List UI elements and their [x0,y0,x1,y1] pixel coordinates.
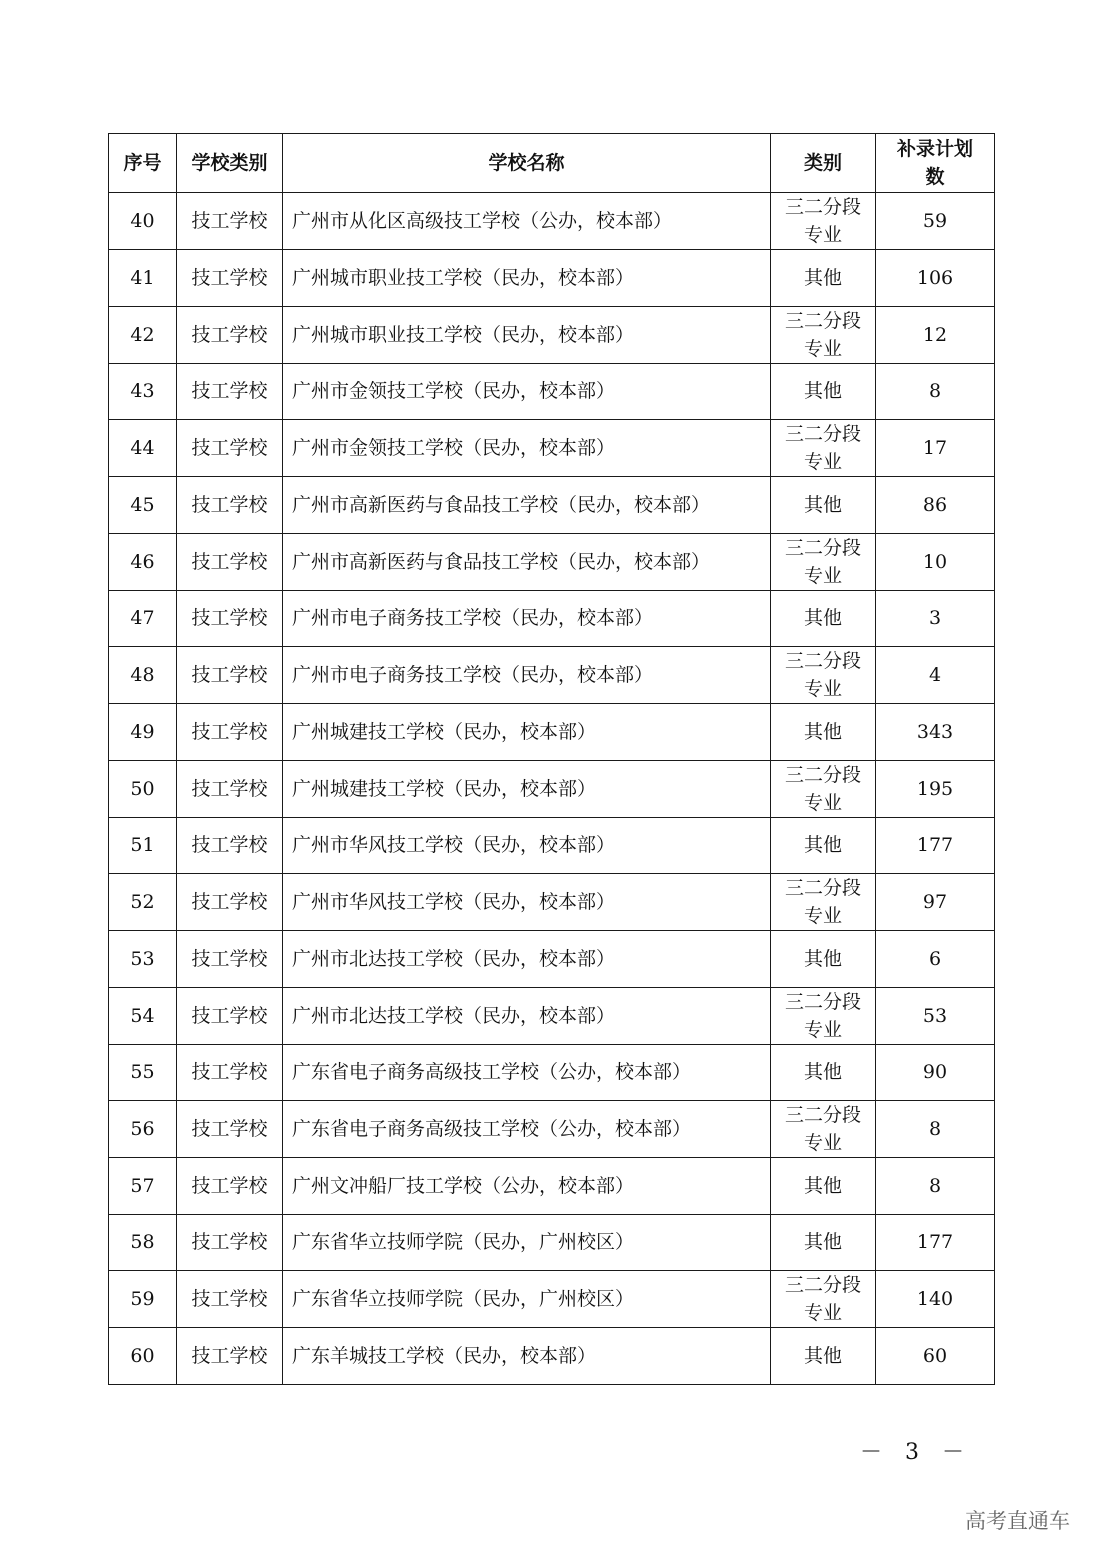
table-row [109,1101,995,1158]
cell-category [771,250,876,307]
cell-plan-count: 8 [876,1101,995,1158]
cell-school-name: 广州城市职业技工学校（民办，校本部） [283,306,771,363]
header-plan-count [876,134,995,193]
category-line1: 三二分段 [784,536,861,559]
cell-category [771,647,876,704]
cell-category [771,760,876,817]
cell-school-name: 广州市华风技工学校（民办，校本部） [283,817,771,874]
table-row [109,363,995,420]
table-row [109,760,995,817]
cell-plan-count: 17 [876,420,995,477]
cell-seq: 47 [109,590,177,647]
category-line1: 其他 [803,493,842,516]
category-line1: 三二分段 [784,650,861,672]
category-line1: 三二分段 [784,877,861,899]
cell-seq: 57 [109,1158,177,1215]
cell-school-name: 广东省电子商务高级技工学校（公办，校本部） [283,1101,771,1158]
cell-category [771,1158,876,1215]
cell-seq: 56 [109,1101,177,1158]
category-line1: 其他 [803,607,842,630]
cell-school-name: 广州城建技工学校（民办，校本部） [283,760,771,817]
cell-school-name: 广州市北达技工学校（民办，校本部） [283,931,771,988]
category-line2: 专业 [803,1018,842,1041]
cell-plan-count: 12 [876,306,995,363]
cell-school-name: 广州市高新医药与食品技工学校（民办，校本部） [283,477,771,534]
category-line2: 专业 [803,224,842,246]
cell-school-type: 技工学校 [177,817,283,874]
cell-category [771,931,876,988]
cell-plan-count: 8 [876,363,995,420]
table-row [109,704,995,761]
cell-category [771,987,876,1044]
cell-seq: 51 [109,817,177,874]
cell-seq: 46 [109,533,177,590]
table-body [109,193,995,1385]
table-row [109,1044,995,1101]
cell-category [771,1271,876,1328]
cell-plan-count: 3 [876,590,995,647]
cell-school-type: 技工学校 [177,193,283,250]
cell-school-type: 技工学校 [177,590,283,647]
header-school-name: 学校名称 [283,134,771,193]
cell-school-type: 技工学校 [177,1158,283,1215]
cell-school-type: 技工学校 [177,1271,283,1328]
cell-school-name: 广东省华立技师学院（民办，广州校区） [283,1214,771,1271]
cell-school-type: 技工学校 [177,1101,283,1158]
cell-school-type: 技工学校 [177,1214,283,1271]
cell-plan-count: 106 [876,250,995,307]
table-row [109,477,995,534]
category-line2: 专业 [803,1302,842,1324]
cell-plan-count: 195 [876,760,995,817]
cell-plan-count: 8 [876,1158,995,1215]
cell-plan-count: 60 [876,1328,995,1385]
table-header-row [109,134,995,193]
table-row [109,533,995,590]
cell-seq: 45 [109,477,177,534]
category-line1: 三二分段 [784,196,861,218]
cell-school-name: 广州文冲船厂技工学校（公办，校本部） [283,1158,771,1215]
cell-plan-count: 53 [876,987,995,1044]
cell-school-name: 广州市北达技工学校（民办，校本部） [283,987,771,1044]
cell-category [771,817,876,874]
cell-category [771,1214,876,1271]
header-plan-line2: 数 [925,166,945,188]
cell-school-type: 技工学校 [177,1328,283,1385]
table-row [109,250,995,307]
table-row [109,874,995,931]
cell-category [771,420,876,477]
cell-seq: 41 [109,250,177,307]
cell-seq: 50 [109,760,177,817]
cell-category [771,704,876,761]
watermark-text: 高考直通车 [965,1509,1070,1533]
table-row [109,420,995,477]
cell-category [771,306,876,363]
cell-plan-count: 90 [876,1044,995,1101]
cell-school-type: 技工学校 [177,477,283,534]
category-line2: 专业 [803,451,842,473]
category-line2: 专业 [803,905,842,927]
cell-school-type: 技工学校 [177,987,283,1044]
category-line1: 其他 [803,947,842,970]
cell-school-type: 技工学校 [177,533,283,590]
category-line1: 三二分段 [784,990,861,1013]
table-row [109,1271,995,1328]
cell-school-type: 技工学校 [177,420,283,477]
cell-school-type: 技工学校 [177,704,283,761]
cell-plan-count: 86 [876,477,995,534]
category-line1: 其他 [803,380,842,403]
cell-seq: 58 [109,1214,177,1271]
cell-category [771,1044,876,1101]
header-seq: 序号 [109,134,177,193]
table-row [109,647,995,704]
cell-school-type: 技工学校 [177,306,283,363]
category-line1: 其他 [803,1061,842,1084]
category-line1: 其他 [803,720,842,743]
category-line1: 其他 [803,1174,842,1197]
cell-category [771,1328,876,1385]
cell-plan-count: 6 [876,931,995,988]
category-line1: 三二分段 [784,1104,861,1126]
cell-category [771,533,876,590]
table-row [109,590,995,647]
category-line1: 三二分段 [784,1274,861,1296]
cell-school-type: 技工学校 [177,874,283,931]
cell-plan-count: 140 [876,1271,995,1328]
cell-seq: 59 [109,1271,177,1328]
cell-category [771,477,876,534]
admission-plan-table [108,133,995,1385]
cell-category [771,874,876,931]
cell-school-type: 技工学校 [177,1044,283,1101]
table-row [109,987,995,1044]
category-line2: 专业 [803,678,842,700]
cell-plan-count: 59 [876,193,995,250]
cell-school-name: 广州市电子商务技工学校（民办，校本部） [283,647,771,704]
category-line1: 其他 [803,266,842,289]
category-line1: 其他 [803,1344,842,1367]
cell-school-name: 广州市电子商务技工学校（民办，校本部） [283,590,771,647]
cell-category [771,590,876,647]
cell-school-type: 技工学校 [177,760,283,817]
cell-plan-count: 343 [876,704,995,761]
cell-plan-count: 10 [876,533,995,590]
cell-school-name: 广州市金领技工学校（民办，校本部） [283,363,771,420]
table-row [109,931,995,988]
category-line1: 其他 [803,834,842,857]
cell-plan-count: 177 [876,817,995,874]
cell-school-type: 技工学校 [177,363,283,420]
category-line1: 其他 [803,1231,842,1254]
cell-seq: 60 [109,1328,177,1385]
table-row [109,306,995,363]
cell-plan-count: 4 [876,647,995,704]
header-category: 类别 [771,134,876,193]
cell-school-type: 技工学校 [177,647,283,704]
cell-school-name: 广州市从化区高级技工学校（公办，校本部） [283,193,771,250]
category-line2: 专业 [803,1132,842,1154]
cell-category [771,193,876,250]
cell-seq: 53 [109,931,177,988]
cell-seq: 49 [109,704,177,761]
category-line1: 三二分段 [784,423,861,445]
cell-seq: 43 [109,363,177,420]
cell-seq: 42 [109,306,177,363]
page-number: － 3 － [860,1440,972,1465]
cell-plan-count: 97 [876,874,995,931]
cell-school-name: 广东羊城技工学校（民办，校本部） [283,1328,771,1385]
header-school-type: 学校类别 [177,134,283,193]
category-line2: 专业 [803,337,842,360]
table-row [109,1158,995,1215]
cell-school-name: 广州城建技工学校（民办，校本部） [283,704,771,761]
cell-seq: 55 [109,1044,177,1101]
cell-school-type: 技工学校 [177,250,283,307]
header-plan-line1: 补录计划 [896,138,973,160]
table-row [109,193,995,250]
cell-seq: 48 [109,647,177,704]
table-row [109,817,995,874]
cell-school-name: 广东省华立技师学院（民办，广州校区） [283,1271,771,1328]
category-line1: 三二分段 [784,309,861,332]
cell-seq: 40 [109,193,177,250]
cell-category [771,363,876,420]
cell-school-type: 技工学校 [177,931,283,988]
cell-school-name: 广州城市职业技工学校（民办，校本部） [283,250,771,307]
cell-school-name: 广州市高新医药与食品技工学校（民办，校本部） [283,533,771,590]
cell-school-name: 广州市华风技工学校（民办，校本部） [283,874,771,931]
category-line1: 三二分段 [784,763,861,786]
table-row [109,1328,995,1385]
cell-school-name: 广州市金领技工学校（民办，校本部） [283,420,771,477]
cell-category [771,1101,876,1158]
cell-seq: 54 [109,987,177,1044]
cell-plan-count: 177 [876,1214,995,1271]
category-line2: 专业 [803,791,842,814]
category-line2: 专业 [803,564,842,587]
cell-seq: 44 [109,420,177,477]
cell-seq: 52 [109,874,177,931]
cell-school-name: 广东省电子商务高级技工学校（公办，校本部） [283,1044,771,1101]
table-row [109,1214,995,1271]
